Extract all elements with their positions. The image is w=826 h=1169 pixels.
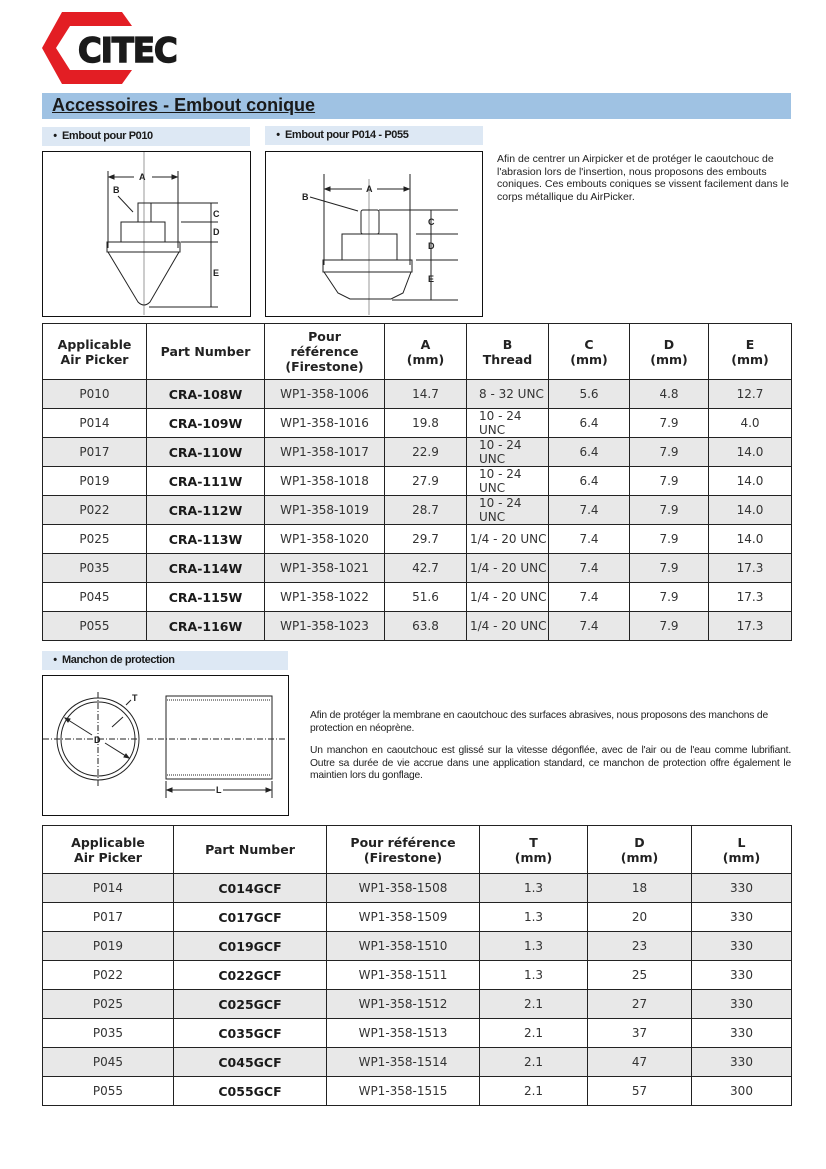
svg-text:D: D	[428, 241, 435, 251]
embout-description: Afin de centrer un Airpicker et de protéger le caoutchouc de l'abrasion lors de l'insertion, nous proposons des embouts coniques. Ces embouts coniques se vissent facilement dans le corps métallique du AirPicker.	[497, 153, 789, 203]
cell-applicable-picker: P045	[43, 1048, 174, 1077]
cell-part-number: C019GCF	[174, 932, 327, 961]
cell-t-mm: 2.1	[480, 1019, 588, 1048]
col-header-part-number: Part Number	[147, 324, 265, 380]
cell-d-mm: 7.9	[630, 409, 709, 438]
cell-d-mm: 18	[588, 874, 692, 903]
table-row	[43, 990, 792, 1019]
cell-b-thread: 10 - 24 UNC	[467, 438, 549, 467]
col-header-applicable: Applicable Air Picker	[43, 324, 147, 380]
flat-tip-drawing	[266, 152, 481, 315]
cell-part-number: CRA-116W	[147, 612, 265, 641]
cell-c-mm: 7.4	[549, 525, 630, 554]
cell-t-mm: 2.1	[480, 990, 588, 1019]
conical-tip-drawing	[43, 152, 249, 315]
col-header-reference: Pour référence (Firestone)	[265, 324, 385, 380]
cell-e-mm: 4.0	[709, 409, 792, 438]
cell-reference: WP1-358-1019	[265, 496, 385, 525]
section-title-bar	[42, 93, 791, 119]
cell-e-mm: 14.0	[709, 525, 792, 554]
cell-applicable-picker: P019	[43, 467, 147, 496]
cell-applicable-picker: P025	[43, 990, 174, 1019]
cell-reference: WP1-358-1515	[327, 1077, 480, 1106]
cell-d-mm: 27	[588, 990, 692, 1019]
table-row	[43, 903, 792, 932]
cell-applicable-picker: P022	[43, 961, 174, 990]
cell-l-mm: 300	[692, 1077, 792, 1106]
cell-part-number: C045GCF	[174, 1048, 327, 1077]
svg-text:E: E	[213, 268, 220, 278]
cell-d-mm: 20	[588, 903, 692, 932]
cell-reference: WP1-358-1017	[265, 438, 385, 467]
manchon-description-2: Un manchon en caoutchouc est glissé sur la vitesse dégonflée, avec de l'air ou de l'eau comme lubrifiant. Outre sa durée de vie accrue dans une application standard, ce manchon de protection offre également le maintien lors du gonflage.	[310, 745, 791, 781]
cell-a-mm: 19.8	[385, 409, 467, 438]
sleeve-drawing	[43, 676, 287, 814]
cell-t-mm: 2.1	[480, 1077, 588, 1106]
cell-applicable-picker: P025	[43, 525, 147, 554]
cell-d-mm: 4.8	[630, 380, 709, 409]
col-header-applicable: Applicable Air Picker	[43, 826, 174, 874]
cell-l-mm: 330	[692, 1019, 792, 1048]
cell-b-thread: 1/4 - 20 UNC	[467, 612, 549, 641]
cell-e-mm: 17.3	[709, 583, 792, 612]
cell-l-mm: 330	[692, 1048, 792, 1077]
svg-text:A: A	[366, 184, 373, 194]
cell-part-number: C055GCF	[174, 1077, 327, 1106]
cell-reference: WP1-358-1514	[327, 1048, 480, 1077]
cell-applicable-picker: P045	[43, 583, 147, 612]
cell-applicable-picker: P014	[43, 874, 174, 903]
cell-applicable-picker: P019	[43, 932, 174, 961]
table-row	[43, 380, 792, 409]
cell-a-mm: 42.7	[385, 554, 467, 583]
subheading-manchon	[42, 651, 288, 670]
brand-name: CITEC	[78, 31, 177, 71]
cell-part-number: C025GCF	[174, 990, 327, 1019]
cell-reference: WP1-358-1513	[327, 1019, 480, 1048]
cell-l-mm: 330	[692, 903, 792, 932]
cell-part-number: C035GCF	[174, 1019, 327, 1048]
cell-t-mm: 2.1	[480, 1048, 588, 1077]
table-row	[43, 932, 792, 961]
table-row	[43, 1019, 792, 1048]
cell-l-mm: 330	[692, 990, 792, 1019]
cell-applicable-picker: P035	[43, 554, 147, 583]
diagram-manchon	[42, 675, 289, 816]
cell-part-number: CRA-114W	[147, 554, 265, 583]
cell-reference: WP1-358-1021	[265, 554, 385, 583]
cell-reference: WP1-358-1006	[265, 380, 385, 409]
cell-applicable-picker: P055	[43, 1077, 174, 1106]
diagram-embout-p014-p055	[265, 151, 483, 317]
cell-l-mm: 330	[692, 932, 792, 961]
table-row	[43, 961, 792, 990]
svg-text:C: C	[213, 209, 220, 219]
bullet: •	[276, 129, 280, 141]
col-header-c: C (mm)	[549, 324, 630, 380]
svg-text:L: L	[216, 785, 222, 795]
cell-applicable-picker: P022	[43, 496, 147, 525]
cell-a-mm: 29.7	[385, 525, 467, 554]
subheading-embout-p010	[42, 127, 250, 146]
cell-a-mm: 27.9	[385, 467, 467, 496]
cell-b-thread: 8 - 32 UNC	[467, 380, 549, 409]
cell-b-thread: 10 - 24 UNC	[467, 409, 549, 438]
citec-logo	[40, 8, 200, 88]
table-row	[43, 612, 792, 641]
svg-text:B: B	[113, 185, 120, 195]
cell-reference: WP1-358-1020	[265, 525, 385, 554]
svg-text:A: A	[139, 172, 146, 182]
cell-a-mm: 14.7	[385, 380, 467, 409]
cell-b-thread: 1/4 - 20 UNC	[467, 554, 549, 583]
table-row	[43, 583, 792, 612]
cell-c-mm: 6.4	[549, 467, 630, 496]
cell-d-mm: 7.9	[630, 612, 709, 641]
cell-applicable-picker: P017	[43, 903, 174, 932]
cell-part-number: CRA-109W	[147, 409, 265, 438]
cell-b-thread: 1/4 - 20 UNC	[467, 525, 549, 554]
cell-reference: WP1-358-1018	[265, 467, 385, 496]
cell-reference: WP1-358-1016	[265, 409, 385, 438]
table-header-row	[43, 324, 792, 380]
cell-part-number: CRA-113W	[147, 525, 265, 554]
cell-part-number: C022GCF	[174, 961, 327, 990]
cell-c-mm: 7.4	[549, 496, 630, 525]
cell-reference: WP1-358-1022	[265, 583, 385, 612]
table-header-row	[43, 826, 792, 874]
cell-t-mm: 1.3	[480, 874, 588, 903]
cell-applicable-picker: P035	[43, 1019, 174, 1048]
col-header-b: B Thread	[467, 324, 549, 380]
cell-d-mm: 7.9	[630, 467, 709, 496]
cell-part-number: C017GCF	[174, 903, 327, 932]
cell-b-thread: 10 - 24 UNC	[467, 467, 549, 496]
svg-text:D: D	[213, 227, 220, 237]
cell-applicable-picker: P014	[43, 409, 147, 438]
cell-l-mm: 330	[692, 961, 792, 990]
table-row	[43, 1048, 792, 1077]
manchon-description-1: Afin de protéger la membrane en caoutchouc des surfaces abrasives, nous proposons des manchons de protection en néoprène.	[310, 710, 768, 734]
table-row	[43, 874, 792, 903]
cell-reference: WP1-358-1510	[327, 932, 480, 961]
col-header-d: D (mm)	[630, 324, 709, 380]
col-header-e: E (mm)	[709, 324, 792, 380]
cell-e-mm: 17.3	[709, 554, 792, 583]
cell-d-mm: 25	[588, 961, 692, 990]
cell-d-mm: 23	[588, 932, 692, 961]
cell-c-mm: 7.4	[549, 583, 630, 612]
subheading-embout-p014-p055	[265, 126, 483, 145]
cell-d-mm: 7.9	[630, 554, 709, 583]
subheading-label: Manchon de protection	[62, 654, 175, 666]
cell-d-mm: 7.9	[630, 438, 709, 467]
cell-part-number: CRA-115W	[147, 583, 265, 612]
cell-reference: WP1-358-1023	[265, 612, 385, 641]
cell-part-number: CRA-112W	[147, 496, 265, 525]
table-row	[43, 467, 792, 496]
cell-part-number: CRA-108W	[147, 380, 265, 409]
col-header-a: A (mm)	[385, 324, 467, 380]
cell-part-number: CRA-111W	[147, 467, 265, 496]
cell-reference: WP1-358-1508	[327, 874, 480, 903]
table-row	[43, 1077, 792, 1106]
cell-a-mm: 28.7	[385, 496, 467, 525]
cell-b-thread: 10 - 24 UNC	[467, 496, 549, 525]
cell-t-mm: 1.3	[480, 903, 588, 932]
cell-e-mm: 14.0	[709, 496, 792, 525]
subheading-label: Embout pour P010	[62, 130, 153, 142]
cell-applicable-picker: P055	[43, 612, 147, 641]
cell-reference: WP1-358-1512	[327, 990, 480, 1019]
cell-applicable-picker: P017	[43, 438, 147, 467]
cell-e-mm: 12.7	[709, 380, 792, 409]
table-row	[43, 409, 792, 438]
cell-d-mm: 7.9	[630, 496, 709, 525]
bullet: •	[53, 130, 57, 142]
table-row	[43, 525, 792, 554]
cell-d-mm: 37	[588, 1019, 692, 1048]
svg-text:B: B	[302, 192, 309, 202]
cell-c-mm: 5.6	[549, 380, 630, 409]
table-row	[43, 496, 792, 525]
col-header-d: D (mm)	[588, 826, 692, 874]
cell-a-mm: 51.6	[385, 583, 467, 612]
cell-c-mm: 7.4	[549, 554, 630, 583]
subheading-label: Embout pour P014 - P055	[285, 129, 409, 141]
cell-b-thread: 1/4 - 20 UNC	[467, 583, 549, 612]
col-header-t: T (mm)	[480, 826, 588, 874]
table-row	[43, 438, 792, 467]
cell-e-mm: 17.3	[709, 612, 792, 641]
diagram-embout-p010	[42, 151, 251, 317]
cell-reference: WP1-358-1511	[327, 961, 480, 990]
cell-c-mm: 7.4	[549, 612, 630, 641]
cell-a-mm: 22.9	[385, 438, 467, 467]
col-header-reference: Pour référence (Firestone)	[327, 826, 480, 874]
cell-c-mm: 6.4	[549, 409, 630, 438]
svg-text:D: D	[94, 735, 101, 745]
bullet: •	[53, 654, 57, 666]
cell-part-number: C014GCF	[174, 874, 327, 903]
cell-d-mm: 7.9	[630, 525, 709, 554]
svg-text:T: T	[132, 693, 138, 703]
cell-reference: WP1-358-1509	[327, 903, 480, 932]
cell-d-mm: 47	[588, 1048, 692, 1077]
cell-d-mm: 57	[588, 1077, 692, 1106]
section-title: Accessoires - Embout conique	[52, 95, 316, 115]
svg-text:C: C	[428, 217, 435, 227]
svg-text:E: E	[428, 274, 435, 284]
cell-d-mm: 7.9	[630, 583, 709, 612]
cell-a-mm: 63.8	[385, 612, 467, 641]
cell-c-mm: 6.4	[549, 438, 630, 467]
cell-l-mm: 330	[692, 874, 792, 903]
manchon-spec-table	[42, 825, 792, 1106]
cell-t-mm: 1.3	[480, 961, 588, 990]
embout-spec-table	[42, 323, 792, 641]
cell-e-mm: 14.0	[709, 467, 792, 496]
cell-e-mm: 14.0	[709, 438, 792, 467]
cell-t-mm: 1.3	[480, 932, 588, 961]
col-header-part-number: Part Number	[174, 826, 327, 874]
cell-applicable-picker: P010	[43, 380, 147, 409]
col-header-l: L (mm)	[692, 826, 792, 874]
table-row	[43, 554, 792, 583]
cell-part-number: CRA-110W	[147, 438, 265, 467]
